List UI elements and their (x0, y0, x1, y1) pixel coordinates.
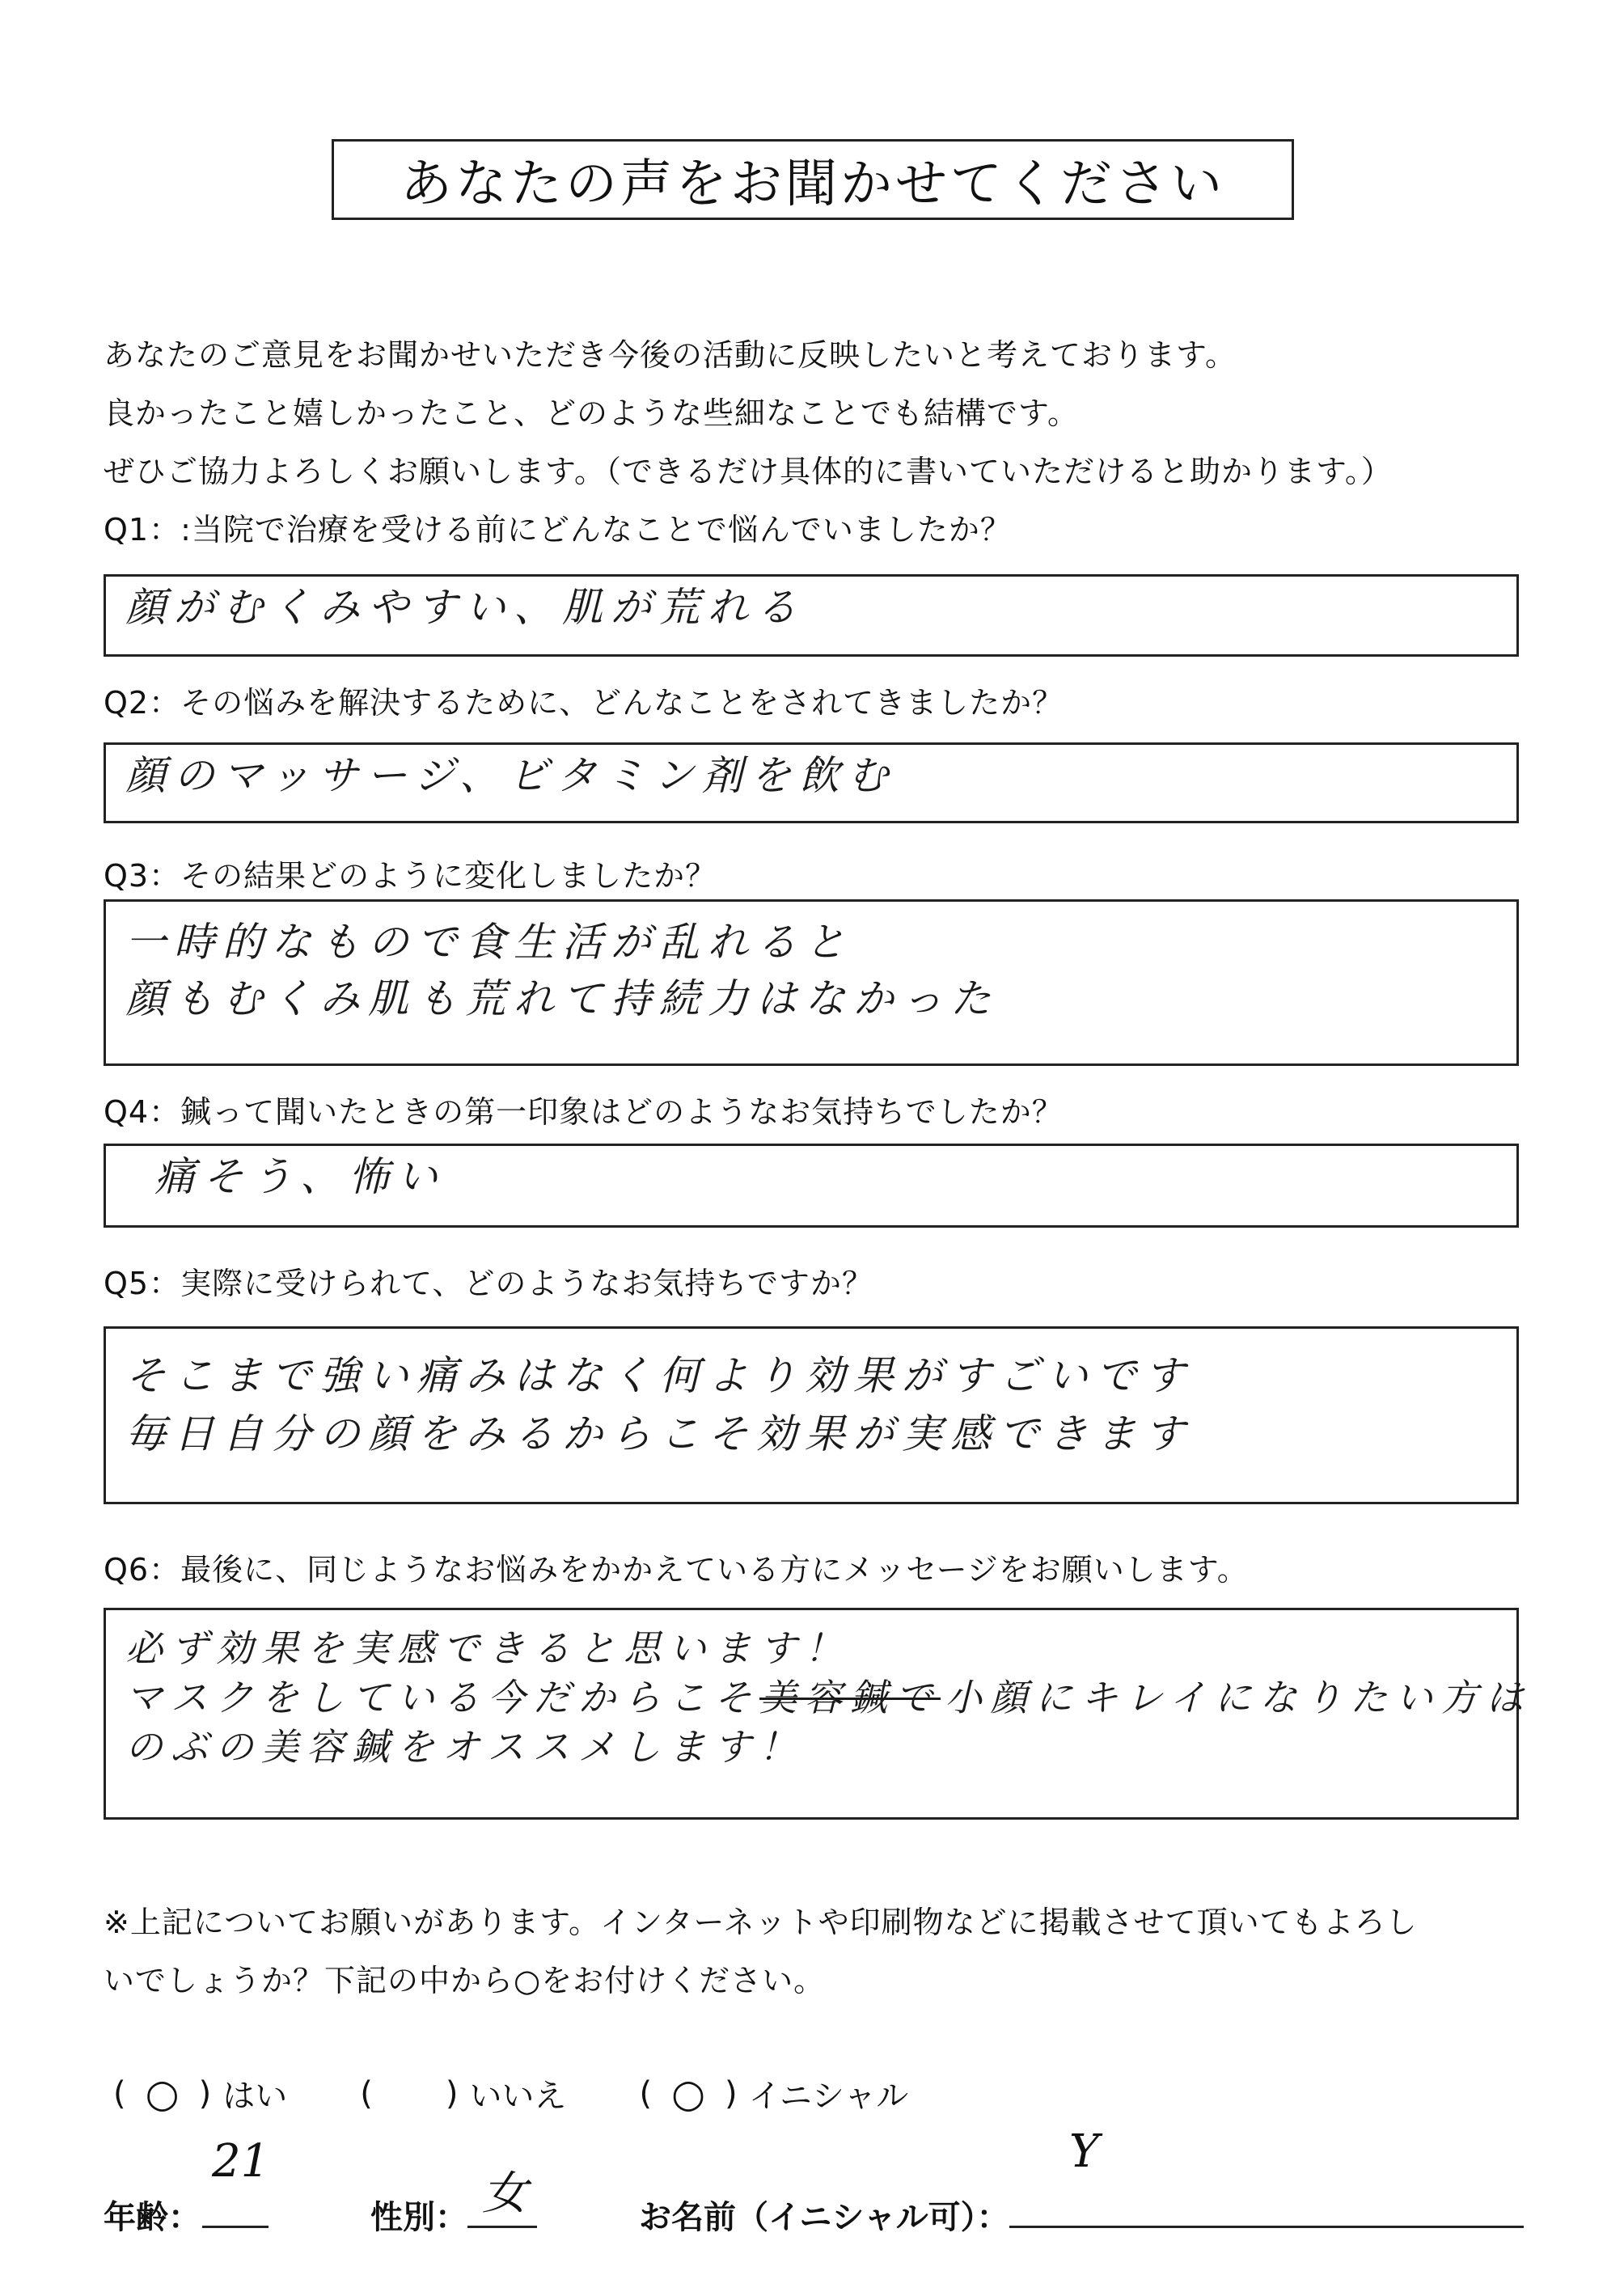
consent-choices (113, 2070, 981, 2116)
intro-line-2: 良かったこと嬉しかったこと、どのような些細なことでも結構です。 (104, 395, 1079, 431)
age-underline (202, 2226, 269, 2228)
answer-6-line-2: マスクをしている今だからこそ (125, 1676, 759, 1720)
answer-5-line-2: 毎日自分の顔をみるからこそ効果が実感できます (125, 1410, 1193, 1457)
choice-no[interactable]: ( ) いいえ (360, 2070, 566, 2116)
question-1-label: Q1：:当院で治療を受ける前にどんなことで悩んでいましたか？ (104, 512, 1012, 548)
gender-underline (467, 2226, 537, 2228)
choice-yes-mark: ○ (145, 2070, 180, 2116)
answer-1-line-1: 顔がむくみやすい、肌が荒れる (125, 584, 805, 631)
choice-initial-mark: ○ (671, 2070, 705, 2116)
answer-4-field[interactable] (104, 1144, 1519, 1228)
choice-initial[interactable]: ( ○ ) イニシャル (639, 2070, 909, 2116)
answer-3-line-1: 一時的なもので食生活が乱れると (125, 919, 853, 966)
intro-line-3: ぜひご協力よろしくお願いします。（できるだけ具体的に書いていただけると助かります。） (104, 454, 1393, 489)
answer-5-field[interactable] (104, 1326, 1519, 1504)
answer-6-strikethrough-text: 美容鍼で (759, 1676, 941, 1720)
answer-3-field[interactable] (104, 899, 1519, 1066)
answer-1-field[interactable] (104, 574, 1519, 657)
choice-initial-label: イニシャル (748, 2078, 909, 2115)
gender-value[interactable]: 女 (482, 2167, 527, 2220)
notice-line-1: ※上記についてお願いがあります。インターネットや印刷物などに掲載させて頂いてもよろし (104, 1905, 1418, 1940)
gender-label: 性別： (370, 2199, 467, 2236)
question-6-label: Q6：最後に、同じようなお悩みをかかえている方にメッセージをお願いします。 (104, 1552, 1249, 1588)
answer-2-line-1: 顔のマッサージ、ビタミン剤を飲む (125, 752, 896, 799)
question-2-label: Q2：その悩みを解決するために、どんなことをされてきましたか？ (104, 685, 1064, 721)
name-label: お名前（イニシャル可）： (639, 2199, 1009, 2236)
intro-line-1: あなたのご意見をお聞かせいただき今後の活動に反映したいと考えております。 (104, 337, 1237, 373)
question-5-label: Q5：実際に受けられて、どのようなお気持ちですか？ (104, 1266, 873, 1301)
answer-2-field[interactable] (104, 742, 1519, 823)
question-4-label: Q4：鍼って聞いたときの第一印象はどのようなお気持ちでしたか？ (104, 1094, 1064, 1130)
answer-4-line-1: 痛そう、怖い (154, 1153, 446, 1200)
answer-6-field[interactable] (104, 1608, 1532, 1820)
answer-6-line-3: のぶの美容鍼をオススメします！ (125, 1725, 805, 1770)
question-3-label: Q3：その結果どのように変化しましたか？ (104, 858, 717, 894)
answer-3-line-2: 顔もむくみ肌も荒れて持続力はなかった (125, 975, 999, 1022)
answer-6-line-1: 必ず効果を実感できると思います！ (125, 1626, 850, 1670)
answer-6-line-2b: 小顔にキレイになりたい方は (945, 1676, 1532, 1720)
name-underline (1009, 2226, 1524, 2228)
age-label: 年齢： (104, 2199, 201, 2236)
choice-yes-label: はい (222, 2078, 288, 2115)
age-value[interactable]: 21 (212, 2135, 270, 2188)
page-title: あなたの声をお聞かせてください (332, 139, 1294, 220)
choice-no-label: いいえ (469, 2078, 567, 2115)
choice-yes[interactable]: ( ○ ) はい (113, 2070, 288, 2116)
notice-line-2: いでしょうか？下記の中から○をお付けください。 (104, 1963, 826, 1998)
name-value[interactable]: Y (1069, 2125, 1099, 2178)
answer-5-line-1: そこまで強い痛みはなく何より効果がすごいです (125, 1352, 1193, 1399)
